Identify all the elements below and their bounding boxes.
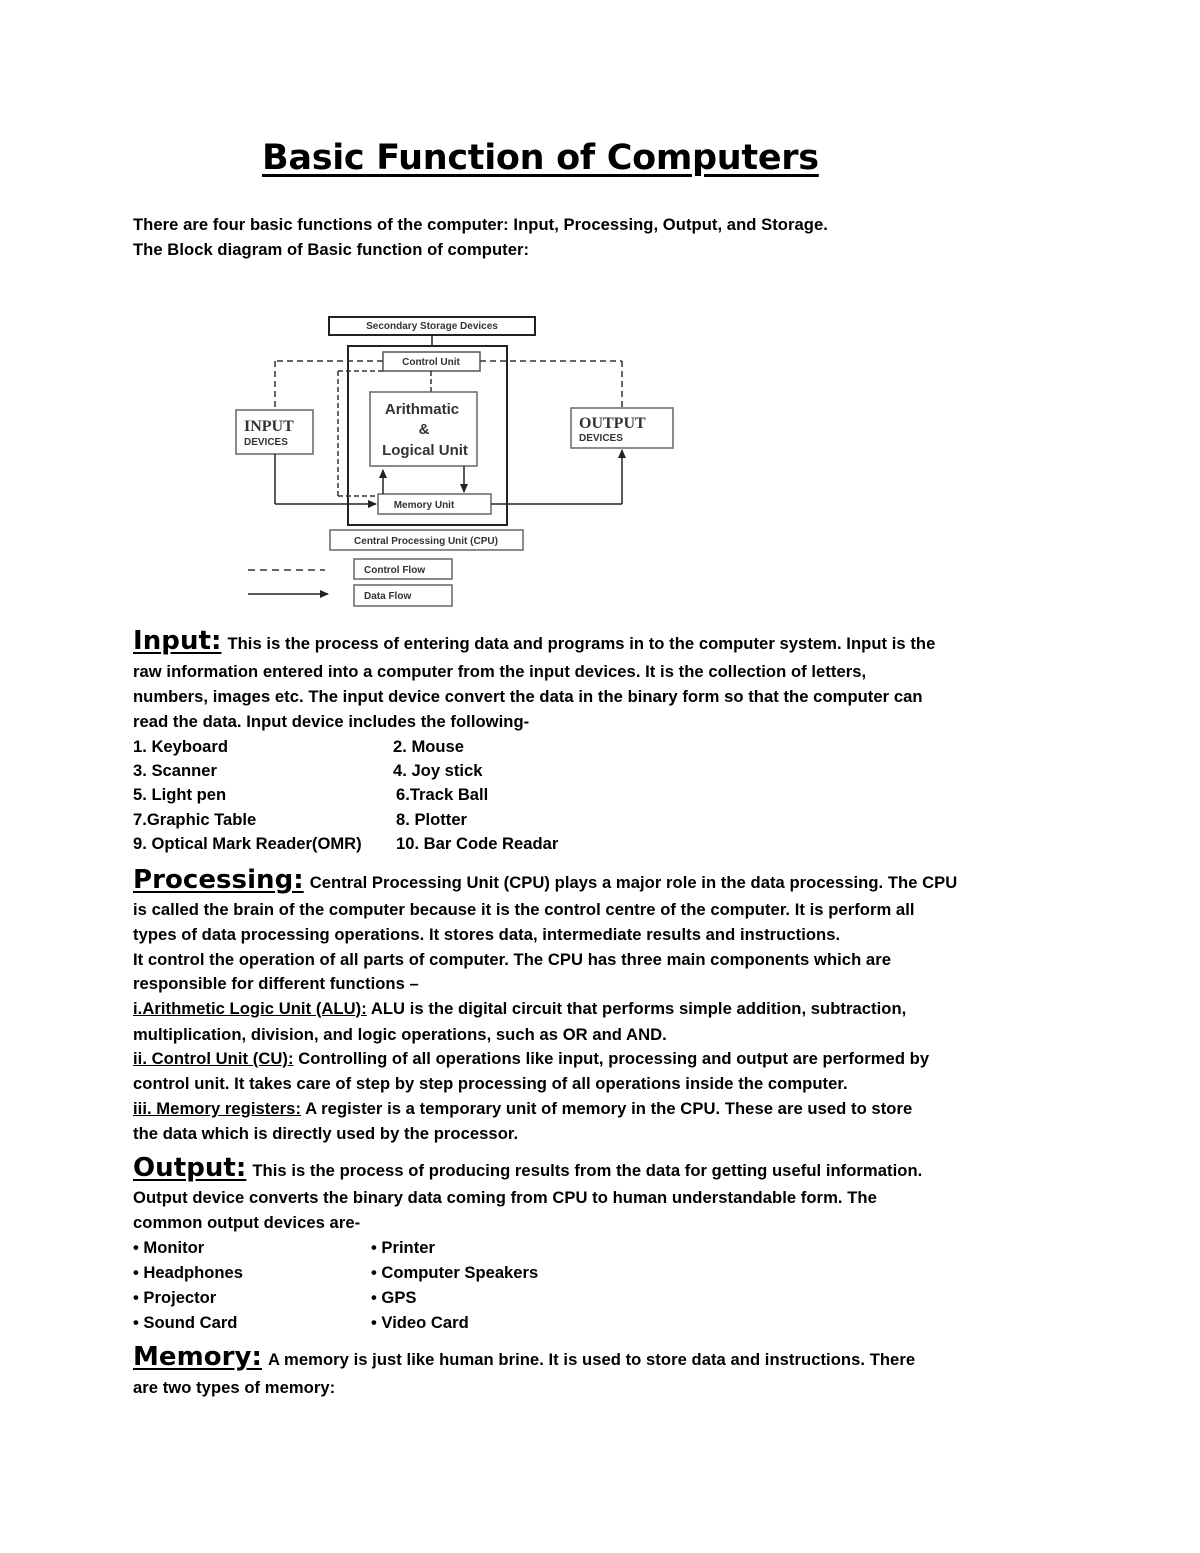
input-paragraph-line: raw information entered into a computer from the input devices. It is the collection of letters,: [133, 662, 867, 681]
intro-line: There are four basic functions of the computer: Input, Processing, Output, and Storage.: [133, 215, 828, 234]
registers-description-line: the data which is directly used by the processor.: [133, 1124, 519, 1143]
output-device-item: • GPS: [371, 1288, 417, 1307]
input-device-item: 6.Track Ball: [396, 785, 489, 804]
memory-paragraph-line: [133, 1342, 915, 1372]
output-device-item: • Projector: [133, 1288, 217, 1307]
input-device-item: 4. Joy stick: [393, 761, 483, 780]
memory-text: A memory is just like human brine. It is used to store data and instructions. There: [267, 1350, 916, 1369]
input-paragraph-line: [133, 626, 935, 656]
memory-paragraph-line: are two types of memory:: [133, 1378, 336, 1397]
output-device-item: • Sound Card: [133, 1313, 238, 1332]
page-title: Basic Function of Computers: [262, 138, 819, 178]
input-device-item: 8. Plotter: [396, 810, 468, 829]
legend-control-flow-label: Control Flow: [364, 565, 426, 576]
input-device-item: 7.Graphic Table: [133, 810, 257, 829]
input-device-item: 2. Mouse: [393, 737, 465, 756]
input-heading: Input:: [133, 626, 222, 656]
block-diagram: [218, 310, 683, 615]
input-device-item: 10. Bar Code Readar: [396, 834, 559, 853]
cu-term: ii. Control Unit (CU):: [133, 1049, 294, 1068]
processing-heading: Processing:: [133, 865, 304, 895]
alu-description-line: [133, 999, 906, 1019]
control-unit-label: Control Unit: [402, 357, 460, 368]
processing-text: Central Processing Unit (CPU) plays a major role in the data processing. The CPU: [309, 873, 958, 892]
processing-paragraph-line: responsible for different functions –: [133, 974, 419, 993]
cu-text: Controlling of all operations like input, processing and output are performed by: [293, 1049, 930, 1068]
registers-description-line: [133, 1099, 912, 1119]
processing-paragraph-line: It control the operation of all parts of computer. The CPU has three main components which are: [133, 950, 891, 969]
processing-paragraph-line: types of data processing operations. It stores data, intermediate results and instructions.: [133, 925, 841, 944]
cu-description-line: [133, 1049, 929, 1069]
input-device-item: 3. Scanner: [133, 761, 217, 780]
output-device-item: • Computer Speakers: [371, 1263, 539, 1282]
output-paragraph-line: Output device converts the binary data coming from CPU to human understandable form. The: [133, 1188, 877, 1207]
input-paragraph-line: read the data. Input device includes the following-: [133, 712, 530, 731]
input-paragraph-line: numbers, images etc. The input device convert the data in the binary form so that the computer can: [133, 687, 923, 706]
secondary-storage-label: Secondary Storage Devices: [366, 321, 498, 332]
input-device-item: 9. Optical Mark Reader(OMR): [133, 834, 362, 853]
alu-description-line: multiplication, division, and logic operations, such as OR and AND.: [133, 1025, 667, 1044]
output-text: This is the process of producing results from the data for getting useful information.: [252, 1161, 923, 1180]
memory-unit-label: Memory Unit: [393, 500, 455, 511]
alu-term: i.Arithmetic Logic Unit (ALU):: [133, 999, 367, 1018]
intro-line: The Block diagram of Basic function of computer:: [133, 240, 530, 259]
output-heading: Output:: [133, 1153, 247, 1183]
registers-text: A register is a temporary unit of memory in the CPU. These are used to store: [301, 1099, 913, 1118]
registers-term: iii. Memory registers:: [133, 1099, 302, 1118]
alu-text: ALU is the digital circuit that performs simple addition, subtraction,: [366, 999, 907, 1018]
legend-data-flow-label: Data Flow: [364, 591, 412, 602]
output-devices-label-line2: DEVICES: [579, 433, 623, 444]
memory-heading: Memory:: [133, 1342, 262, 1372]
cu-description-line: control unit. It takes care of step by step processing of all operations inside the computer.: [133, 1074, 848, 1093]
output-device-item: • Video Card: [371, 1313, 469, 1332]
alu-label-line3: Logical Unit: [382, 442, 468, 459]
input-device-item: 1. Keyboard: [133, 737, 228, 756]
input-text: This is the process of entering data and programs in to the computer system. Input is the: [227, 634, 936, 653]
output-paragraph-line: [133, 1153, 922, 1183]
alu-label-line2: &: [418, 421, 430, 438]
input-device-item: 5. Light pen: [133, 785, 227, 804]
output-device-item: • Monitor: [133, 1238, 205, 1257]
output-device-item: • Printer: [371, 1238, 435, 1257]
input-devices-label-line2: DEVICES: [244, 437, 288, 448]
processing-paragraph-line: [133, 865, 957, 895]
output-devices-label-line1: OUTPUT: [579, 415, 646, 432]
input-devices-label-line1: INPUT: [244, 418, 294, 435]
cpu-label: Central Processing Unit (CPU): [354, 536, 498, 547]
processing-paragraph-line: is called the brain of the computer because it is the control centre of the computer. It is perform all: [133, 900, 915, 919]
output-paragraph-line: common output devices are-: [133, 1213, 361, 1232]
output-device-item: • Headphones: [133, 1263, 243, 1282]
alu-label-line1: Arithmatic: [384, 401, 460, 418]
